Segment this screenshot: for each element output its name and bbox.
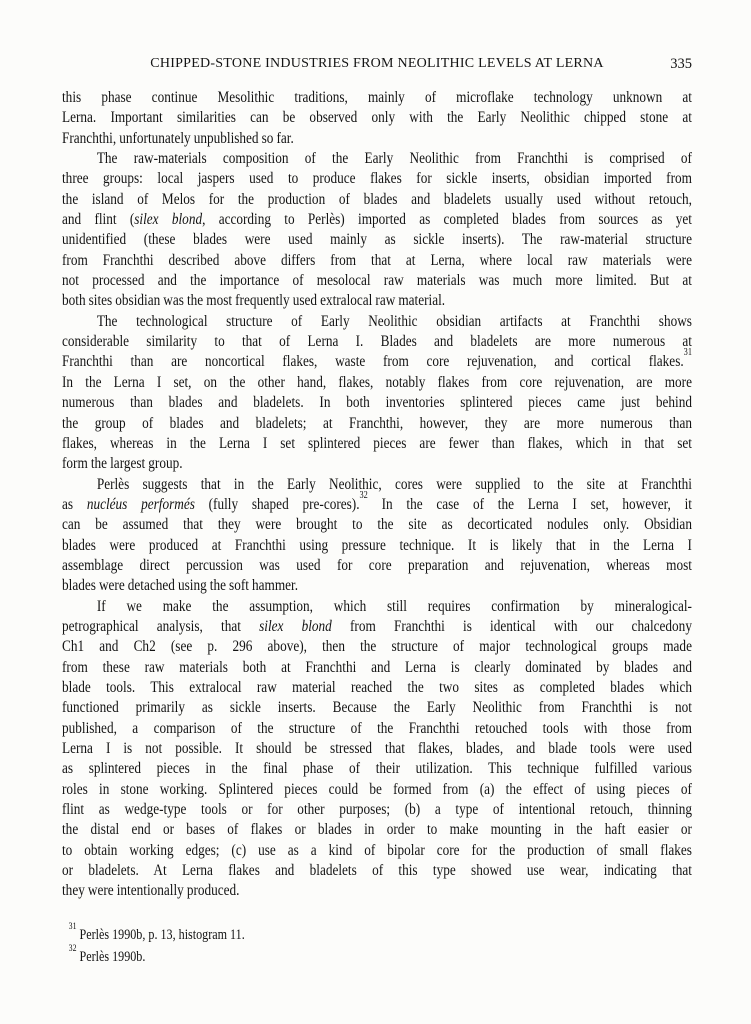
text-line: petrographical analysis, that silex blond from Franchthi is identical with our chalcedony xyxy=(62,617,692,635)
text-line: unidentified (these blades were used mainly as sickle inserts). The raw-material structure xyxy=(62,231,692,249)
text-line: blades were produced at Franchthi using pressure technique. It is likely that in the Lerna I xyxy=(62,536,692,554)
paragraph xyxy=(62,475,692,597)
text-line: numerous than blades and bladelets. In both inventories splintered pieces came just behind xyxy=(62,394,692,412)
italic-term: silex blond xyxy=(134,211,203,229)
paragraph xyxy=(62,88,692,149)
text-line: functioned primarily as sickle inserts. Because the Early Neolithic from Franchthi is not xyxy=(62,699,692,717)
text-line: Lerna I is not possible. It should be stressed that flakes, blades, and blade tools were used xyxy=(62,740,692,757)
text-line: Franchthi than are noncortical flakes, waste from core rejuvenation, and cortical flakes.$^{31}$ xyxy=(62,347,692,371)
text-line: assemblage direct percussion was used for core preparation and rejuvenation, whereas most xyxy=(62,556,692,574)
text-line: the group of blades and bladelets; at Franchthi, however, they are more numerous than xyxy=(62,414,692,432)
text-line: not processed and the importance of mesolocal raw materials was much more limited. But at xyxy=(62,272,692,290)
text-line: this phase continue Mesolithic traditions, mainly of microflake technology unknown at xyxy=(62,89,692,106)
text-line: blade tools. This extralocal raw material reached the two sites as completed blades which xyxy=(62,678,692,696)
paragraph xyxy=(62,149,692,312)
text-line: or bladelets. At Lerna flakes and bladelets of this type showed use wear, indicating that xyxy=(62,862,692,880)
text-line: The raw-materials composition of the Early Neolithic from Franchthi is comprised of xyxy=(96,150,692,168)
text-line: Franchthi, unfortunately unpublished so far. xyxy=(62,129,294,147)
paragraph xyxy=(62,312,692,475)
footnote: $^{31}$ Perlès 1990b, p. 13, histogram 11. xyxy=(68,922,245,943)
text-line: considerable similarity to that of Lerna I. Blades and bladelets are more numerous at xyxy=(62,333,692,351)
italic-term: nucléus performés xyxy=(86,495,195,513)
footnote: $^{32}$ Perlès 1990b. xyxy=(68,943,146,965)
text-line: flakes, whereas in the Lerna I set splintered pieces are fewer than flakes, which in that set xyxy=(62,434,692,452)
text-line: to obtain working edges; (c) use as a kind of bipolar core for the production of small flakes xyxy=(62,841,692,859)
footnote-number: 31 xyxy=(68,922,77,933)
text-line: Ch1 and Ch2 (see p. 296 above), then the structure of major technological groups made xyxy=(62,638,692,656)
footnote-reference: 32 xyxy=(359,489,368,501)
running-head xyxy=(62,55,692,75)
footnote-number: 32 xyxy=(68,943,77,954)
text-line: blades were detached using the soft hammer. xyxy=(62,577,299,595)
text-line: form the largest group. xyxy=(62,455,183,473)
text-line: roles in stone working. Splintered pieces could be formed from (a) the effect of using pieces of xyxy=(62,780,692,798)
text-line: flint as wedge-type tools or for other purposes; (b) a type of intentional retouch, thinning xyxy=(62,801,692,819)
text-line: from Franchthi described above differs from that at Lerna, where local raw materials were xyxy=(62,251,692,269)
text-line: The technological structure of Early Neolithic obsidian artifacts at Franchthi shows xyxy=(96,312,692,330)
paragraph xyxy=(62,597,692,902)
text-line: can be assumed that they were brought to the site as decorticated nodules only. Obsidian xyxy=(62,516,692,534)
running-head-title: CHIPPED-STONE INDUSTRIES FROM NEOLITHIC LEVELS AT LERNA xyxy=(150,56,604,71)
text-line: as nucléus performés (fully shaped pre-cores).$^{32}$ In the case of the Lerna I set, however, it xyxy=(62,489,692,513)
text-line: three groups: local jaspers used to produce flakes for sickle inserts, obsidian imported from xyxy=(62,170,692,188)
footnotes xyxy=(62,922,692,968)
text-line: the distal end or bases of flakes or blades in order to make mounting in the haft easier or xyxy=(62,821,692,839)
text-line: If we make the assumption, which still requires confirmation by mineralogical- xyxy=(96,597,692,615)
text-line: both sites obsidian was the most frequently used extralocal raw material. xyxy=(62,292,446,310)
footnote-reference: 31 xyxy=(683,347,692,359)
text-block xyxy=(62,88,692,902)
italic-term: silex blond xyxy=(259,617,332,635)
text-line: the island of Melos for the production of blades and bladelets usually used without retouch, xyxy=(62,190,692,208)
text-line: and flint (silex blond, according to Perlès) imported as completed blades from sources as yet xyxy=(62,211,692,229)
text-line: published, a comparison of the structure of the Franchthi retouched tools with those from xyxy=(62,719,692,737)
text-line: Lerna. Important similarities can be observed only with the Early Neolithic chipped stone at xyxy=(62,109,692,127)
text-line: from these raw materials both at Franchthi and Lerna is clearly dominated by blades and xyxy=(62,658,692,676)
text-line: In the Lerna I set, on the other hand, flakes, notably flakes from core rejuvenation, are more xyxy=(62,373,692,391)
text-line: as splintered pieces in the final phase of their utilization. This technique fulfilled various xyxy=(62,760,692,778)
text-line: Perlès suggests that in the Early Neolithic, cores were supplied to the site at Franchthi xyxy=(96,475,692,493)
page-number: 335 xyxy=(670,56,692,72)
text-line: they were intentionally produced. xyxy=(62,882,240,900)
